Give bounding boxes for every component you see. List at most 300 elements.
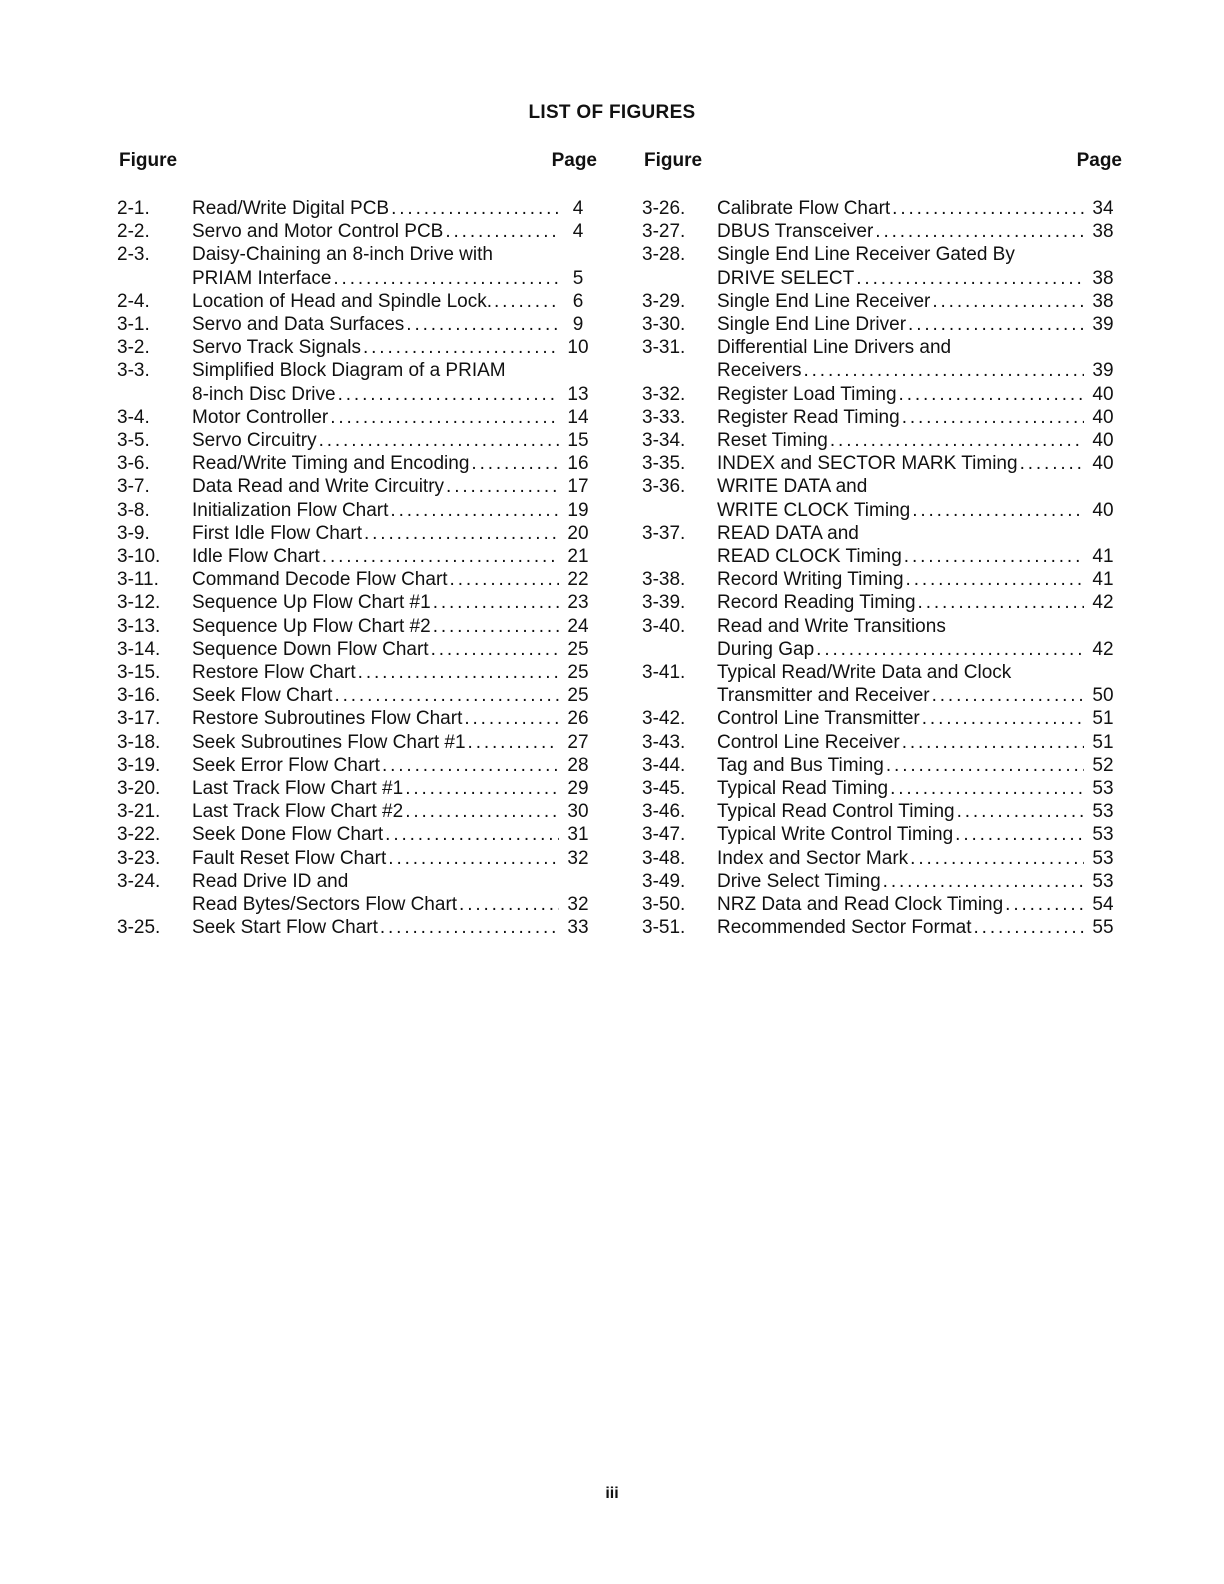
figure-page: 38 — [1092, 267, 1114, 289]
dot-leader — [431, 638, 559, 661]
figure-number: 3-14. — [117, 638, 161, 660]
figure-page: 31 — [567, 824, 589, 846]
figure-entry-body — [192, 243, 597, 289]
dot-leader — [382, 754, 559, 777]
figure-number: 3-9. — [117, 522, 150, 544]
dot-leader — [405, 800, 559, 823]
dot-leader — [459, 893, 559, 916]
figure-number: 3-16. — [117, 685, 161, 707]
column-header-left — [117, 150, 597, 174]
dot-leader — [380, 916, 559, 939]
figure-list-left — [117, 197, 597, 940]
dot-leader — [445, 220, 559, 243]
figure-title-line — [717, 847, 1122, 870]
figure-entry — [117, 591, 597, 614]
figure-entry — [117, 499, 597, 522]
dot-leader — [899, 383, 1084, 406]
figure-page: 5 — [572, 267, 584, 289]
dot-leader — [886, 754, 1084, 777]
figure-title: Sequence Up Flow Chart #2 — [192, 615, 431, 637]
figure-entry — [117, 290, 597, 313]
figure-number: 2-2. — [117, 221, 150, 243]
figure-number: 3-37. — [642, 522, 686, 544]
figure-page: 40 — [1092, 453, 1114, 475]
figure-number: 3-26. — [642, 198, 686, 219]
figure-page: 53 — [1092, 778, 1114, 800]
figure-entry — [642, 707, 1122, 730]
figure-page: 14 — [567, 406, 589, 428]
figure-title-line — [717, 313, 1122, 336]
figure-number: 3-44. — [642, 754, 686, 776]
figure-page: 50 — [1092, 685, 1114, 707]
figure-title-line — [192, 220, 597, 243]
figure-entry-body — [717, 916, 1122, 939]
figure-entry-body — [717, 847, 1122, 870]
figure-title: Control Line Receiver — [717, 731, 900, 753]
figure-title-line — [192, 313, 597, 336]
figure-title-line — [717, 591, 1122, 614]
figure-title-line — [192, 707, 597, 730]
dot-leader — [468, 731, 559, 754]
figure-title: Typical Read/Write Data and Clock — [717, 662, 1012, 684]
figure-page: 53 — [1092, 870, 1114, 892]
figure-title: Control Line Transmitter — [717, 708, 920, 730]
figure-entry-body — [717, 475, 1122, 521]
figure-title: Sequence Up Flow Chart #1 — [192, 592, 431, 614]
figure-page: 23 — [567, 592, 589, 614]
figure-title: Read Drive ID and — [192, 870, 349, 892]
figure-number: 2-3. — [117, 244, 150, 266]
figure-number: 2-4. — [117, 290, 150, 312]
figure-title: Differential Line Drivers and — [717, 337, 952, 359]
figure-entry — [117, 684, 597, 707]
figure-title-line — [717, 707, 1122, 730]
dot-leader — [922, 707, 1084, 730]
dot-leader — [890, 777, 1084, 800]
dot-leader — [391, 197, 559, 220]
figure-entry-body — [717, 522, 1122, 568]
figure-title: Typical Read Control Timing — [717, 801, 955, 823]
figure-entry-body — [192, 197, 597, 220]
figure-entry-body — [717, 823, 1122, 846]
figure-entry — [117, 707, 597, 730]
figure-entry-body — [192, 823, 597, 846]
figure-number: 3-1. — [117, 314, 150, 336]
dot-leader — [957, 800, 1084, 823]
figure-title-line — [192, 429, 597, 452]
figure-title: Receivers — [717, 360, 802, 382]
figure-entry-body — [717, 893, 1122, 916]
figure-page: 40 — [1092, 430, 1114, 452]
figure-title: Servo and Motor Control PCB — [192, 221, 444, 243]
figure-page: 21 — [567, 546, 589, 568]
figure-entry-body — [192, 916, 597, 939]
dot-leader — [494, 290, 559, 313]
figure-entry-body — [192, 568, 597, 591]
figure-title: Seek Start Flow Chart — [192, 917, 378, 939]
figure-title-line — [192, 800, 597, 823]
figures-column-left — [117, 150, 597, 940]
figure-entry — [117, 615, 597, 638]
figure-entry — [117, 313, 597, 336]
figure-entry — [642, 383, 1122, 406]
figure-number: 3-30. — [642, 314, 686, 336]
figure-page: 13 — [567, 383, 589, 405]
figure-title-line — [717, 336, 1122, 359]
dot-leader — [322, 545, 559, 568]
figure-title: Fault Reset Flow Chart — [192, 847, 387, 869]
dot-leader — [974, 916, 1085, 939]
figure-title-line — [717, 684, 1122, 707]
figure-title-line — [192, 545, 597, 568]
dot-leader — [1020, 452, 1084, 475]
figure-entry — [117, 336, 597, 359]
figure-number: 3-36. — [642, 476, 686, 498]
figure-title: Servo Circuitry — [192, 430, 317, 452]
figure-number: 3-24. — [117, 870, 161, 892]
figure-title-line — [192, 290, 597, 313]
figure-title-line — [192, 267, 597, 290]
figure-column-heading: Figure — [119, 150, 178, 171]
figure-title: 8-inch Disc Drive — [192, 383, 336, 405]
figure-number: 3-42. — [642, 708, 686, 730]
figure-title-line — [192, 870, 597, 893]
figure-entry — [642, 661, 1122, 707]
figure-entry-body — [717, 870, 1122, 893]
figure-page: 38 — [1092, 221, 1114, 243]
figure-title-line — [717, 661, 1122, 684]
figure-number: 3-23. — [117, 847, 161, 869]
figure-entry-body — [717, 220, 1122, 243]
figure-title-line — [192, 684, 597, 707]
dot-leader — [918, 591, 1084, 614]
figure-title: Daisy-Chaining an 8-inch Drive with — [192, 244, 493, 266]
figure-title-line — [717, 475, 1122, 498]
figure-entry — [642, 615, 1122, 661]
figure-title: Register Read Timing — [717, 406, 900, 428]
figure-number: 3-15. — [117, 662, 161, 684]
figure-title-line — [192, 661, 597, 684]
figure-page: 38 — [1092, 290, 1114, 312]
figure-number: 2-1. — [117, 198, 150, 219]
figure-title-line — [192, 847, 597, 870]
figure-number: 3-39. — [642, 592, 686, 614]
figure-number: 3-8. — [117, 499, 150, 521]
dot-leader — [904, 545, 1084, 568]
figure-page: 51 — [1092, 708, 1114, 730]
figure-title-line — [192, 522, 597, 545]
dot-leader — [908, 313, 1084, 336]
figure-number: 3-10. — [117, 546, 161, 568]
figure-number: 3-7. — [117, 476, 150, 498]
figure-entry-body — [717, 591, 1122, 614]
figure-title-line — [717, 916, 1122, 939]
figure-entry-body — [192, 731, 597, 754]
dot-leader — [910, 847, 1084, 870]
figure-title-line — [717, 429, 1122, 452]
figure-title: Location of Head and Spindle Lock. — [192, 290, 492, 312]
figure-entry — [117, 220, 597, 243]
dot-leader — [464, 707, 559, 730]
figure-page: 53 — [1092, 847, 1114, 869]
dot-leader — [406, 313, 559, 336]
figure-entry — [642, 916, 1122, 939]
figure-page: 27 — [567, 731, 589, 753]
figure-number: 3-43. — [642, 731, 686, 753]
figure-entry — [642, 893, 1122, 916]
figure-entry-body — [192, 847, 597, 870]
figure-title-line — [717, 568, 1122, 591]
figure-title: Index and Sector Mark — [717, 847, 909, 869]
figure-title-line — [192, 731, 597, 754]
figure-entry-body — [717, 243, 1122, 289]
figure-title: Motor Controller — [192, 406, 329, 428]
figure-title-line — [192, 383, 597, 406]
figure-title-line — [717, 197, 1122, 220]
dot-leader — [902, 406, 1084, 429]
figure-title-line — [192, 893, 597, 916]
figure-entry-body — [192, 220, 597, 243]
figure-entry — [642, 452, 1122, 475]
figure-title: Drive Select Timing — [717, 870, 881, 892]
figure-page: 40 — [1092, 383, 1114, 405]
figure-entry — [642, 870, 1122, 893]
column-header-right — [642, 150, 1122, 174]
dot-leader — [883, 870, 1084, 893]
figure-number: 3-21. — [117, 801, 161, 823]
figure-entry — [642, 777, 1122, 800]
figure-entry — [117, 916, 597, 939]
figure-entry-body — [717, 731, 1122, 754]
figure-title-line — [192, 615, 597, 638]
figure-entry — [642, 568, 1122, 591]
figure-number: 3-22. — [117, 824, 161, 846]
figure-entry — [117, 522, 597, 545]
figure-number: 3-29. — [642, 290, 686, 312]
figure-title: Seek Done Flow Chart — [192, 824, 384, 846]
figure-entry-body — [717, 336, 1122, 382]
figure-page: 53 — [1092, 801, 1114, 823]
figure-title-line — [192, 777, 597, 800]
figure-page: 10 — [567, 337, 589, 359]
figure-entry-body — [192, 475, 597, 498]
figure-title: Read and Write Transitions — [717, 615, 946, 637]
dot-leader — [330, 406, 559, 429]
dot-leader — [338, 383, 559, 406]
figure-title-line — [717, 267, 1122, 290]
dot-leader — [830, 429, 1084, 452]
figure-title-line — [192, 452, 597, 475]
figure-entry-body — [192, 870, 597, 916]
dot-leader — [334, 684, 559, 707]
figure-page: 15 — [567, 430, 589, 452]
figure-title: READ DATA and — [717, 522, 859, 544]
figure-entry — [642, 429, 1122, 452]
figure-page: 41 — [1092, 546, 1114, 568]
figure-number: 3-18. — [117, 731, 161, 753]
figure-entry-body — [717, 777, 1122, 800]
figure-entry-body — [717, 197, 1122, 220]
figure-title: NRZ Data and Read Clock Timing — [717, 894, 1004, 916]
dot-leader — [902, 731, 1084, 754]
dot-leader — [388, 847, 559, 870]
figure-title: Typical Read Timing — [717, 778, 889, 800]
figure-page: 40 — [1092, 499, 1114, 521]
figure-title: DBUS Transceiver — [717, 221, 874, 243]
figure-page: 39 — [1092, 360, 1114, 382]
page-title: LIST OF FIGURES — [528, 102, 696, 123]
figure-title-line — [717, 290, 1122, 313]
page-column-heading: Page — [551, 150, 597, 171]
figure-page: 32 — [567, 847, 589, 869]
figure-title: Read Bytes/Sectors Flow Chart — [192, 894, 458, 916]
figure-title-line — [192, 243, 597, 266]
figure-number: 3-5. — [117, 430, 150, 452]
figure-entry — [642, 197, 1122, 220]
figure-title-line — [192, 754, 597, 777]
figure-title-line — [192, 499, 597, 522]
figure-number: 3-41. — [642, 662, 686, 684]
figure-entry-body — [717, 313, 1122, 336]
figure-title-line — [192, 475, 597, 498]
figure-entry-body — [192, 591, 597, 614]
figure-title-line — [717, 777, 1122, 800]
dot-leader — [875, 220, 1084, 243]
dot-leader — [433, 615, 559, 638]
dot-leader — [906, 568, 1084, 591]
figure-title: Reset Timing — [717, 430, 828, 452]
figure-title: Read/Write Digital PCB — [192, 198, 390, 219]
figure-page: 28 — [567, 754, 589, 776]
dot-leader — [816, 638, 1084, 661]
figure-title: Last Track Flow Chart #2 — [192, 801, 404, 823]
figure-entry-body — [717, 615, 1122, 661]
figure-title-line — [192, 916, 597, 939]
figure-title-line — [717, 823, 1122, 846]
dot-leader — [433, 591, 559, 614]
figure-page: 53 — [1092, 824, 1114, 846]
figure-title-line — [717, 406, 1122, 429]
figure-title: Record Writing Timing — [717, 569, 904, 591]
dot-leader — [390, 499, 559, 522]
figure-page: 55 — [1092, 917, 1114, 939]
figure-title-line — [717, 754, 1122, 777]
figure-entry — [117, 406, 597, 429]
figure-title: Record Reading Timing — [717, 592, 916, 614]
figure-entry-body — [717, 383, 1122, 406]
figure-page: 20 — [567, 522, 589, 544]
dot-leader — [450, 568, 559, 591]
figure-title: Single End Line Receiver — [717, 290, 931, 312]
figure-entry-body — [717, 290, 1122, 313]
figure-entry — [117, 847, 597, 870]
figure-entry — [117, 754, 597, 777]
figure-number: 3-50. — [642, 894, 686, 916]
figure-title-line — [717, 522, 1122, 545]
dot-leader — [333, 267, 559, 290]
figure-column-heading: Figure — [644, 150, 703, 171]
figure-page: 33 — [567, 917, 589, 939]
figure-page: 25 — [567, 662, 589, 684]
figure-title-line — [717, 383, 1122, 406]
figure-title: Restore Subroutines Flow Chart — [192, 708, 463, 730]
figure-page: 17 — [567, 476, 589, 498]
figure-page: 4 — [572, 221, 584, 243]
dot-leader — [932, 684, 1084, 707]
figure-entry-body — [192, 754, 597, 777]
figure-page: 40 — [1092, 406, 1114, 428]
figure-title: INDEX and SECTOR MARK Timing — [717, 453, 1018, 475]
figure-title: Last Track Flow Chart #1 — [192, 778, 404, 800]
figure-page: 52 — [1092, 754, 1114, 776]
figure-number: 3-12. — [117, 592, 161, 614]
figure-number: 3-28. — [642, 244, 686, 266]
figure-entry — [642, 243, 1122, 289]
figure-number: 3-45. — [642, 778, 686, 800]
figure-entry-body — [192, 336, 597, 359]
figure-title-line — [717, 220, 1122, 243]
figure-number: 3-51. — [642, 917, 686, 939]
figure-title: Register Load Timing — [717, 383, 897, 405]
figure-title-line — [192, 197, 597, 220]
figure-number: 3-27. — [642, 221, 686, 243]
figure-title: Single End Line Driver — [717, 314, 907, 336]
figure-page: 39 — [1092, 314, 1114, 336]
figure-title: First Idle Flow Chart — [192, 522, 362, 544]
figure-number: 3-13. — [117, 615, 161, 637]
figure-entry — [642, 290, 1122, 313]
figure-page: 9 — [572, 314, 584, 336]
figure-title: WRITE CLOCK Timing — [717, 499, 911, 521]
dot-leader — [319, 429, 559, 452]
figure-entry — [117, 359, 597, 405]
figure-page: 24 — [567, 615, 589, 637]
figure-title-line — [717, 615, 1122, 638]
figure-entry-body — [717, 800, 1122, 823]
figure-title: Servo Track Signals — [192, 337, 361, 359]
figure-entry-body — [192, 661, 597, 684]
figure-page: 51 — [1092, 731, 1114, 753]
figure-entry — [642, 406, 1122, 429]
figure-entry-body — [717, 754, 1122, 777]
figure-title-line — [192, 406, 597, 429]
figure-entry — [117, 777, 597, 800]
figure-entry-body — [192, 313, 597, 336]
figure-entry — [117, 197, 597, 220]
dot-leader — [912, 499, 1084, 522]
figure-entry — [117, 800, 597, 823]
figure-title: Servo and Data Surfaces — [192, 314, 405, 336]
figure-number: 3-17. — [117, 708, 161, 730]
figure-title: Data Read and Write Circuitry — [192, 476, 445, 498]
figure-page: 25 — [567, 638, 589, 660]
dot-leader — [1005, 893, 1084, 916]
figure-entry-body — [192, 638, 597, 661]
figure-page: 19 — [567, 499, 589, 521]
dot-leader — [803, 359, 1084, 382]
figure-entry — [117, 545, 597, 568]
figure-title: PRIAM Interface — [192, 267, 332, 289]
figure-title-line — [717, 452, 1122, 475]
figure-number: 3-47. — [642, 824, 686, 846]
figure-title: Single End Line Receiver Gated By — [717, 244, 1015, 266]
figure-entry-body — [192, 707, 597, 730]
figure-title-line — [717, 731, 1122, 754]
figure-entry-body — [192, 429, 597, 452]
figure-title-line — [717, 800, 1122, 823]
figure-title: Calibrate Flow Chart — [717, 198, 891, 219]
dot-leader — [856, 267, 1084, 290]
